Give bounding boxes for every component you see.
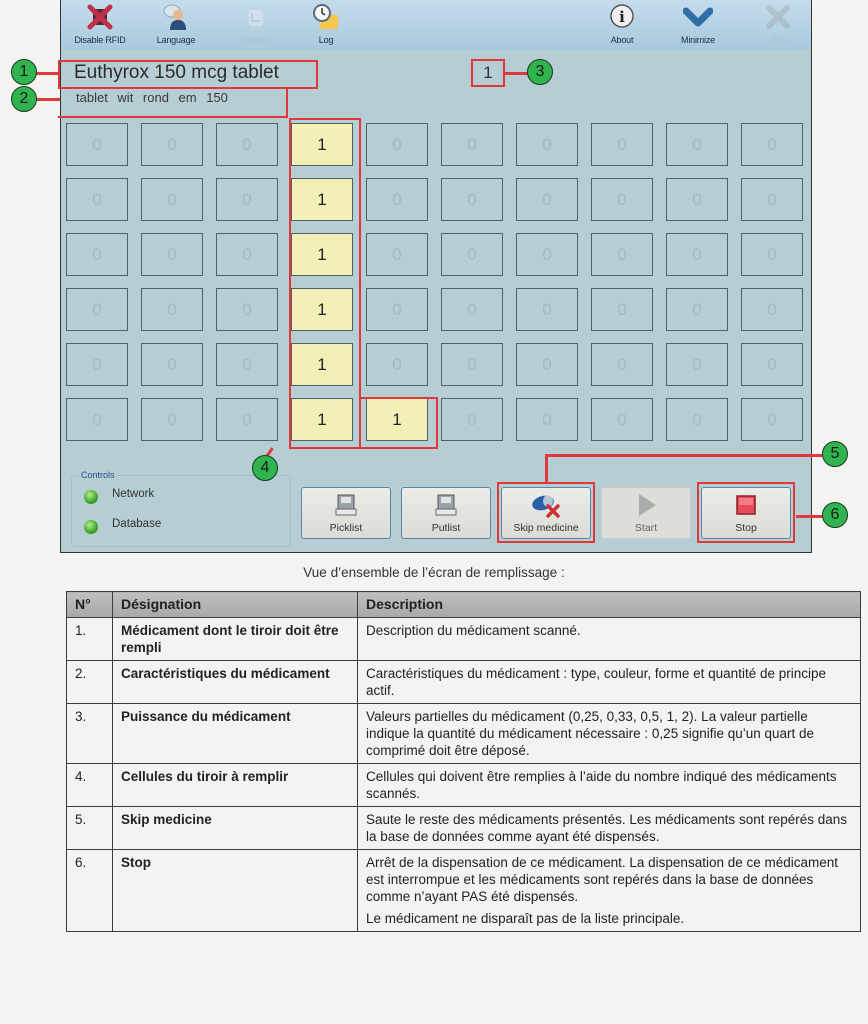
drawer-cell[interactable]: 0 — [141, 123, 203, 166]
annotation-box-stop — [697, 482, 795, 543]
drawer-cell[interactable]: 0 — [516, 288, 578, 331]
row-number: 5. — [67, 807, 113, 850]
drawer-cell[interactable]: 0 — [366, 123, 428, 166]
callout-1: 1 — [11, 59, 37, 85]
row-designation: Stop — [113, 850, 358, 932]
drawer-cell[interactable]: 0 — [441, 233, 503, 276]
exit-button[interactable] — [745, 2, 811, 48]
table-row — [67, 807, 861, 850]
chevron-down-icon — [683, 2, 713, 32]
start-label: Start — [634, 522, 658, 534]
controls-title: Controls — [81, 470, 115, 480]
callout-3: 3 — [527, 59, 553, 85]
drawer-cell[interactable]: 0 — [216, 398, 278, 441]
drawer-cell[interactable]: 0 — [741, 178, 803, 221]
description-paragraph: Caractéristiques du médicament : type, couleur, forme et quantité de principe actif. — [366, 666, 826, 698]
drawer-cell[interactable]: 1 — [291, 123, 353, 166]
drawer-cell[interactable]: 0 — [741, 123, 803, 166]
drawer-cell[interactable]: 0 — [66, 343, 128, 386]
callout-line-5-horizontal — [545, 454, 824, 457]
drawer-cell[interactable]: 0 — [666, 178, 728, 221]
row-description — [358, 850, 861, 932]
drawer-cell[interactable]: 0 — [141, 343, 203, 386]
row-number: 6. — [67, 850, 113, 932]
drawer-cell[interactable]: 0 — [741, 398, 803, 441]
callout-5: 5 — [822, 441, 848, 467]
figure-caption: Vue d’ensemble de l’écran de remplissage : — [303, 565, 565, 580]
medicine-name: Euthyrox 150 mcg tablet — [74, 62, 279, 83]
drawer-cell[interactable]: 1 — [291, 398, 353, 441]
drawer-cell[interactable]: 0 — [366, 343, 428, 386]
drawer-cell[interactable]: 0 — [666, 398, 728, 441]
drawer-cell[interactable]: 0 — [366, 233, 428, 276]
drawer-cell[interactable]: 1 — [291, 178, 353, 221]
database-status-label: Database — [112, 518, 162, 530]
disable-rfid-button[interactable] — [67, 2, 133, 48]
skip-medicine-label: Skip medicine — [513, 522, 579, 534]
minimize-label: Minimize — [681, 35, 715, 45]
row-description — [358, 661, 861, 704]
description-paragraph: Description du médicament scanné. — [366, 623, 581, 638]
toolbar — [61, 0, 811, 50]
table-header-row — [67, 592, 861, 618]
language-label: Language — [156, 35, 196, 45]
options-button[interactable] — [223, 2, 289, 48]
table-row — [67, 704, 861, 764]
filling-screen-window — [60, 0, 812, 553]
callout-4: 4 — [252, 455, 278, 481]
drawer-cell[interactable]: 0 — [216, 233, 278, 276]
callout-6: 6 — [822, 502, 848, 528]
network-status-label: Network — [112, 488, 155, 500]
description-paragraph: Cellules qui doivent être remplies à l’aide du nombre indiqué des médicaments scannés. — [366, 769, 837, 801]
row-designation: Skip medicine — [113, 807, 358, 850]
drawer-cell[interactable]: 0 — [666, 343, 728, 386]
header-description: Description — [358, 592, 861, 618]
stop-label: Stop — [735, 522, 757, 534]
drawer-cell[interactable]: 0 — [66, 398, 128, 441]
rfid-disabled-icon — [85, 2, 115, 32]
about-label: About — [610, 35, 634, 45]
row-description — [358, 704, 861, 764]
row-description — [358, 764, 861, 807]
drawer-cell[interactable]: 0 — [441, 398, 503, 441]
options-icon — [241, 2, 271, 32]
exit-label: Exit — [770, 35, 786, 45]
database-status-led-icon — [84, 520, 98, 534]
drawer-cell[interactable]: 0 — [516, 123, 578, 166]
callout-line-5-vertical — [545, 454, 548, 484]
drawer-cell[interactable]: 0 — [216, 343, 278, 386]
controls-panel — [71, 475, 291, 547]
putlist-label: Putlist — [431, 522, 461, 534]
table-row — [67, 764, 861, 807]
drawer-cell[interactable]: 0 — [591, 288, 653, 331]
drawer-cell[interactable]: 1 — [291, 233, 353, 276]
drawer-cell[interactable]: 0 — [141, 178, 203, 221]
printer-icon — [331, 491, 361, 519]
table-row — [67, 618, 861, 661]
printer-icon — [431, 491, 461, 519]
drawer-cell[interactable]: 0 — [366, 178, 428, 221]
description-paragraph: Valeurs partielles du médicament (0,25, 0,33, 0,5, 1, 2). La valeur partielle indique la quantité du médicament nécessaire : 0,25 signifie qu’un quart de comprimé doit être déposé. — [366, 709, 815, 758]
table-row — [67, 661, 861, 704]
drawer-cell[interactable]: 0 — [516, 398, 578, 441]
description-paragraph: Arrêt de la dispensation de ce médicament. La dispensation de ce médicament est interrompue et les médicaments sont repérés dans la base de données comme n’ayant PAS été dispensés. — [366, 855, 839, 904]
row-designation: Caractéristiques du médicament — [113, 661, 358, 704]
row-description — [358, 618, 861, 661]
drawer-cell[interactable]: 1 — [291, 288, 353, 331]
row-designation: Puissance du médicament — [113, 704, 358, 764]
svg-text:i: i — [619, 8, 625, 26]
drawer-cell[interactable]: 0 — [216, 288, 278, 331]
drawer-cell[interactable]: 0 — [141, 398, 203, 441]
drawer-cell[interactable]: 0 — [441, 123, 503, 166]
drawer-cell[interactable]: 0 — [666, 288, 728, 331]
header-number: N° — [67, 592, 113, 618]
callout-2: 2 — [11, 86, 37, 112]
row-designation: Médicament dont le tiroir doit être rempli — [113, 618, 358, 661]
drawer-cell[interactable]: 0 — [66, 288, 128, 331]
medicine-potency: 1 — [471, 59, 505, 87]
drawer-cell[interactable]: 0 — [666, 123, 728, 166]
drawer-cell[interactable]: 0 — [141, 233, 203, 276]
table-row — [67, 850, 861, 932]
annotation-box-skip — [497, 482, 595, 543]
drawer-cell[interactable]: 0 — [66, 123, 128, 166]
drawer-cell[interactable]: 0 — [741, 288, 803, 331]
drawer-cell[interactable]: 0 — [441, 288, 503, 331]
picklist-label: Picklist — [329, 522, 363, 534]
picklist-button[interactable] — [301, 487, 391, 539]
drawer-cell[interactable]: 0 — [741, 343, 803, 386]
description-paragraph: Le médicament ne disparaît pas de la liste principale. — [366, 911, 685, 926]
about-button[interactable] — [589, 2, 655, 48]
drawer-cell[interactable]: 0 — [591, 398, 653, 441]
drawer-cell[interactable]: 0 — [66, 233, 128, 276]
drawer-cell[interactable]: 0 — [66, 178, 128, 221]
header-designation: Désignation — [113, 592, 358, 618]
log-label: Log — [318, 35, 334, 45]
drawer-cell[interactable]: 0 — [591, 343, 653, 386]
callout-line-3 — [504, 72, 528, 75]
network-status-led-icon — [84, 490, 98, 504]
drawer-cell[interactable]: 0 — [591, 178, 653, 221]
drawer-cell[interactable]: 0 — [591, 233, 653, 276]
drawer-cell[interactable]: 0 — [516, 343, 578, 386]
options-label: Options — [241, 35, 271, 45]
callout-line-2 — [36, 98, 60, 101]
play-icon — [631, 491, 661, 519]
callout-line-1 — [36, 72, 60, 75]
legend-table — [66, 591, 861, 932]
drawer-cell[interactable]: 0 — [666, 233, 728, 276]
drawer-cell[interactable]: 0 — [591, 123, 653, 166]
row-description — [358, 807, 861, 850]
language-button[interactable] — [143, 2, 209, 48]
info-icon — [607, 2, 637, 32]
close-icon — [763, 2, 793, 32]
log-button[interactable] — [293, 2, 359, 48]
annotation-box-cells-column — [289, 118, 361, 449]
language-user-icon — [161, 2, 191, 32]
row-designation: Cellules du tiroir à remplir — [113, 764, 358, 807]
minimize-button[interactable] — [665, 2, 731, 48]
row-number: 4. — [67, 764, 113, 807]
drawer-cell[interactable]: 0 — [441, 178, 503, 221]
drawer-cell[interactable]: 0 — [141, 288, 203, 331]
putlist-button[interactable] — [401, 487, 491, 539]
drawer-cell[interactable]: 1 — [366, 398, 428, 441]
row-number: 1. — [67, 618, 113, 661]
log-clock-icon — [311, 2, 341, 32]
description-paragraph: Saute le reste des médicaments présentés. Les médicaments sont repérés dans la base de données comme ayant été dispensés. — [366, 812, 848, 844]
row-number: 3. — [67, 704, 113, 764]
drawer-cell[interactable]: 0 — [516, 233, 578, 276]
drawer-cell[interactable]: 0 — [441, 343, 503, 386]
disable-rfid-label: Disable RFID — [74, 35, 126, 45]
drawer-cell[interactable]: 0 — [216, 123, 278, 166]
drawer-cell[interactable]: 0 — [366, 288, 428, 331]
callout-line-6 — [796, 515, 824, 518]
row-number: 2. — [67, 661, 113, 704]
drawer-cell[interactable]: 1 — [291, 343, 353, 386]
medicine-properties: tablet wit rond em 150 — [76, 90, 228, 105]
drawer-cell[interactable]: 0 — [741, 233, 803, 276]
drawer-cell[interactable]: 0 — [516, 178, 578, 221]
annotation-box-cells-extra — [359, 397, 438, 449]
drawer-cell[interactable]: 0 — [216, 178, 278, 221]
start-button[interactable] — [601, 487, 691, 539]
